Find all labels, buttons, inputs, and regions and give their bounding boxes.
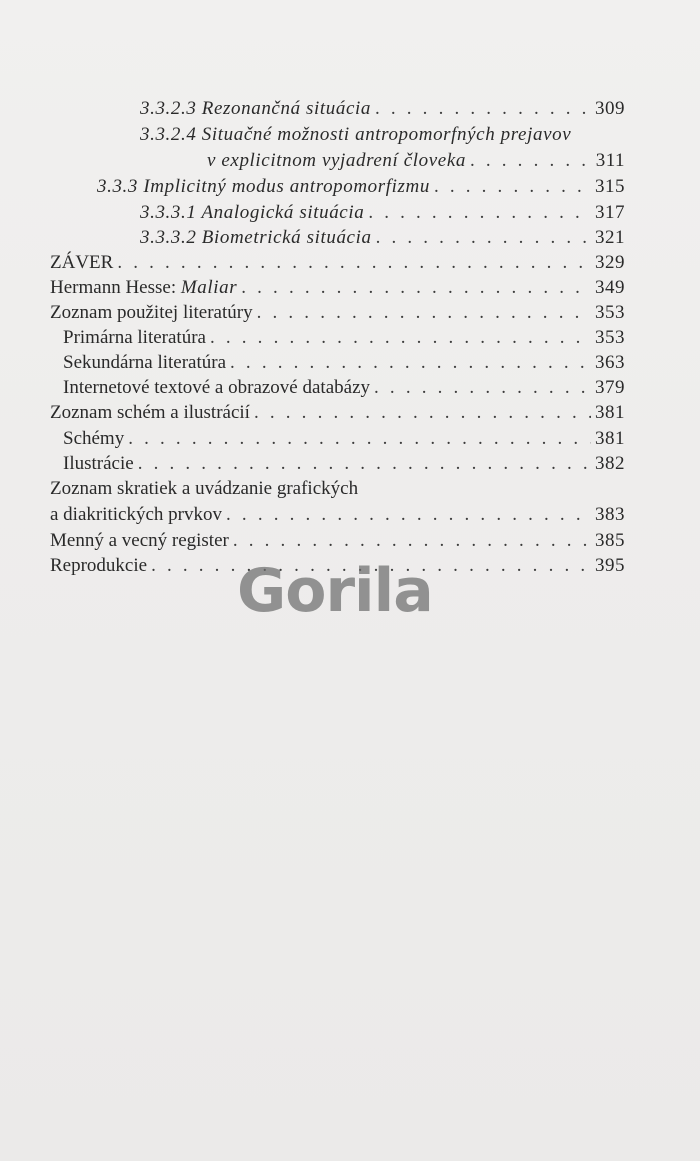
toc-entry-zaver — [50, 250, 700, 276]
toc-page-number: 353 — [595, 327, 625, 348]
toc-page-number: 309 — [595, 98, 625, 119]
toc-page-number: 382 — [595, 453, 625, 474]
dot-leader — [230, 350, 591, 376]
toc-entry-title: 3.3.3.1 Analogická situácia — [140, 202, 365, 223]
toc-entry-skratky — [50, 502, 700, 528]
toc-entry-title: Internetové textové a obrazové databázy — [63, 377, 371, 398]
toc-page-number: 329 — [595, 252, 625, 273]
toc-entry-3-3-3-2 — [140, 225, 700, 251]
toc-entry-title — [50, 275, 237, 301]
toc-entry-title: Primárna literatúra — [63, 327, 206, 348]
toc-page-number: 315 — [595, 176, 625, 197]
toc-page-number: 353 — [595, 302, 625, 323]
toc-entry-title-author: Hermann Hesse: — [50, 277, 181, 298]
dot-leader — [257, 300, 591, 326]
toc-entry-title: 3.3.3.2 Biometrická situácia — [140, 227, 372, 248]
dot-leader — [434, 174, 591, 200]
toc-entry-skratky-line1: Zoznam skratiek a uvádzanie grafických — [50, 478, 359, 499]
toc-page-number: 363 — [595, 352, 625, 373]
toc-entry-schemy — [63, 426, 700, 452]
dot-leader — [128, 426, 591, 452]
toc-page-number: 395 — [595, 555, 625, 576]
dot-leader — [375, 96, 591, 122]
toc-entry-title: a diakritických prvkov — [50, 504, 223, 525]
toc-entry-title: Schémy — [63, 428, 125, 449]
toc-entry-hesse — [50, 275, 700, 301]
dot-leader — [376, 225, 591, 251]
dot-leader — [233, 528, 591, 554]
toc-entry-3-3-3 — [97, 174, 700, 200]
toc-entry-primarna — [63, 325, 700, 351]
toc-entry-title: Zoznam použitej literatúry — [50, 302, 253, 323]
toc-entry-title: 3.3.3 Implicitný modus antropomorfizmu — [97, 176, 430, 197]
dot-leader — [241, 275, 591, 301]
toc-page-number: 383 — [595, 504, 625, 525]
toc-page-number: 349 — [595, 277, 625, 298]
toc-entry-title: v explicitnom vyjadrení človeka — [207, 150, 466, 171]
watermark-logo: Gorila — [237, 556, 433, 626]
dot-leader — [210, 325, 591, 351]
toc-page-number: 381 — [595, 402, 625, 423]
toc-entry-ilustracie — [63, 451, 700, 477]
toc-page-number: 381 — [595, 428, 625, 449]
toc-page-number: 311 — [595, 150, 625, 171]
toc-entry-internetove — [63, 375, 700, 401]
dot-leader — [368, 200, 591, 226]
toc-entry-title: Reprodukcie — [50, 555, 148, 576]
toc-entry-title: 3.3.2.3 Rezonančná situácia — [140, 98, 371, 119]
dot-leader — [226, 502, 591, 528]
toc-entry-literatura — [50, 300, 700, 326]
dot-leader — [374, 375, 591, 401]
toc-entry-title: ZÁVER — [50, 252, 114, 273]
toc-page-number: 379 — [595, 377, 625, 398]
toc-entry-sekundarna — [63, 350, 700, 376]
toc-entry-register — [50, 528, 700, 554]
toc-entry-3-3-2-4 — [207, 148, 700, 174]
toc-entry-3-3-2-4-line1: 3.3.2.4 Situačné možnosti antropomorfných prejavov — [140, 124, 572, 145]
dot-leader — [254, 400, 591, 426]
dot-leader — [138, 451, 591, 477]
toc-page-number: 385 — [595, 530, 625, 551]
toc-entry-3-3-2-3 — [140, 96, 700, 122]
toc-page-number: 317 — [595, 202, 625, 223]
toc-entry-title: Zoznam schém a ilustrácií — [50, 402, 250, 423]
toc-page-number: 321 — [595, 227, 625, 248]
toc-entry-title-work: Maliar — [180, 277, 238, 298]
toc-entry-title: Ilustrácie — [63, 453, 134, 474]
toc-entry-title: Menný a vecný register — [50, 530, 229, 551]
toc-entry-schemy-ilustracie — [50, 400, 700, 426]
toc-entry-3-3-3-1 — [140, 200, 700, 226]
dot-leader — [117, 250, 591, 276]
toc-entry-title: Sekundárna literatúra — [63, 352, 227, 373]
dot-leader — [470, 148, 592, 174]
